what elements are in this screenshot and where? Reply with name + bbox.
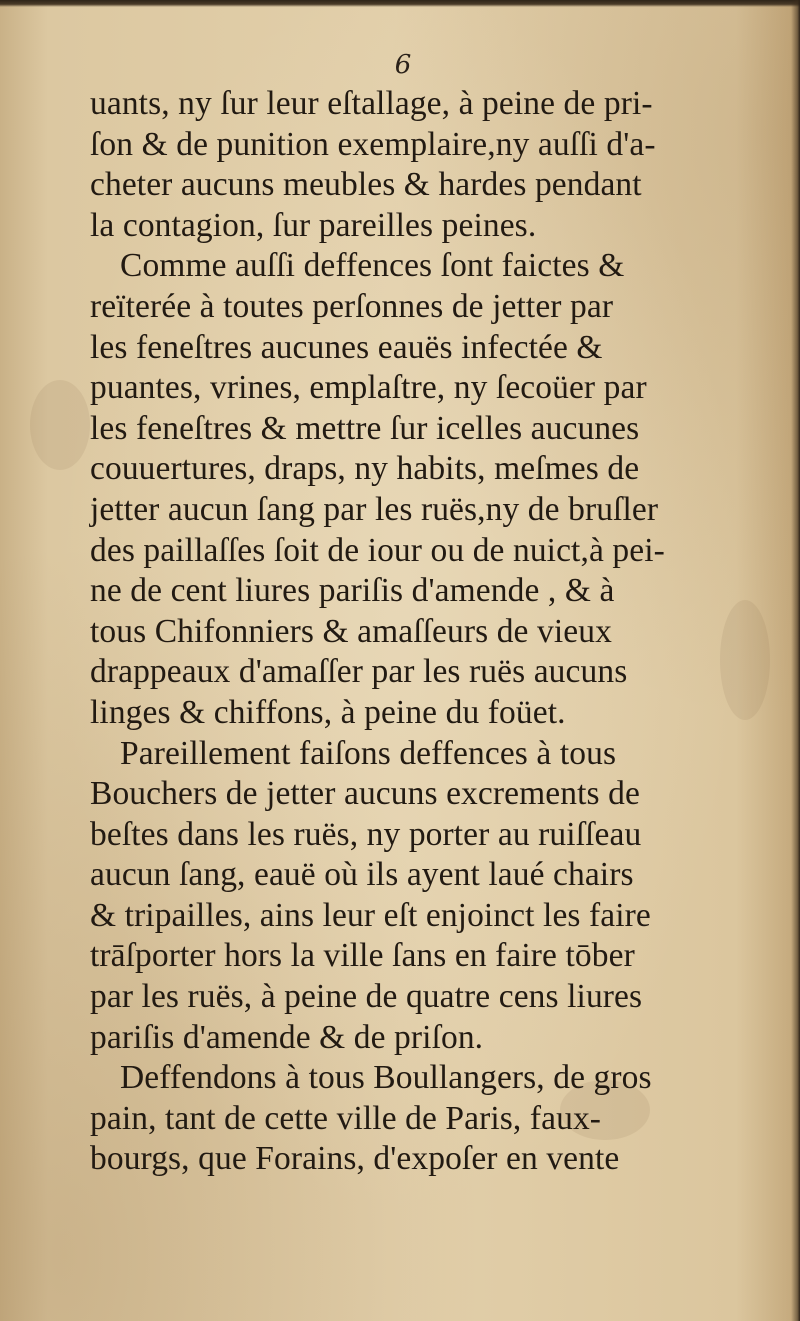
text-line: drappeaux d'amaſſer par les ruës aucuns [90, 653, 628, 691]
text-line: les feneſtres & mettre ſur icelles aucunes [90, 409, 640, 447]
text-line: tous Chifonniers & amaſſeurs de vieux [90, 612, 612, 650]
paper-stain [720, 600, 770, 720]
text-line: bourgs, que Forains, d'expoſer en vente [90, 1140, 620, 1178]
text-line: reïterée à toutes perſonnes de jetter par [90, 287, 614, 325]
text-line: par les ruës, à peine de quatre cens liures [90, 978, 643, 1016]
page-number: 6 [394, 50, 412, 80]
text-line: pain, tant de cette ville de Paris, faux- [90, 1099, 602, 1137]
text-line: aucun ſang, eauë où ils ayent laué chairs [90, 856, 634, 894]
text-line: cheter aucuns meubles & hardes pendant [90, 166, 642, 204]
text-line: & tripailles, ains leur eſt enjoinct les faire [90, 896, 651, 934]
paragraph-first-line: Comme auſſi deffences ſont faictes & [120, 247, 625, 285]
text-line: ne de cent liures pariſis d'amende , & à [90, 572, 615, 610]
text-line: linges & chiffons, à peine du foüet. [90, 693, 566, 731]
text-line: jetter aucun ſang par les ruës,ny de bruſler [90, 490, 659, 528]
text-line: la contagion, ſur pareilles peines. [90, 206, 537, 244]
text-line: des paillaſſes ſoit de iour ou de nuict,à pei- [90, 531, 665, 569]
text-line: ſon & de punition exemplaire,ny auſſi d'a- [90, 125, 656, 163]
text-line: beſtes dans les ruës, ny porter au ruiſſeau [90, 815, 642, 853]
body-text [90, 84, 704, 1180]
text-line: couuertures, draps, ny habits, meſmes de [90, 450, 640, 488]
text-line: uants, ny ſur leur eſtallage, à peine de pri- [90, 85, 653, 122]
text-line: trāſporter hors la ville ſans en faire tōber [90, 937, 635, 975]
paragraph-first-line: Deffendons à tous Boullangers, de gros [120, 1059, 652, 1097]
page-gutter-shadow [791, 0, 800, 1321]
text-line: Bouchers de jetter aucuns excrements de [90, 775, 640, 813]
paragraph-first-line: Pareillement faiſons deffences à tous [120, 734, 617, 772]
paper-stain [30, 380, 90, 470]
text-line: puantes, vrines, emplaſtre, ny ſecoüer par [90, 369, 647, 407]
top-edge-rule [0, 0, 800, 7]
text-line: pariſis d'amende & de priſon. [90, 1018, 484, 1056]
text-line: les feneſtres aucunes eauës infectée & [90, 328, 603, 366]
